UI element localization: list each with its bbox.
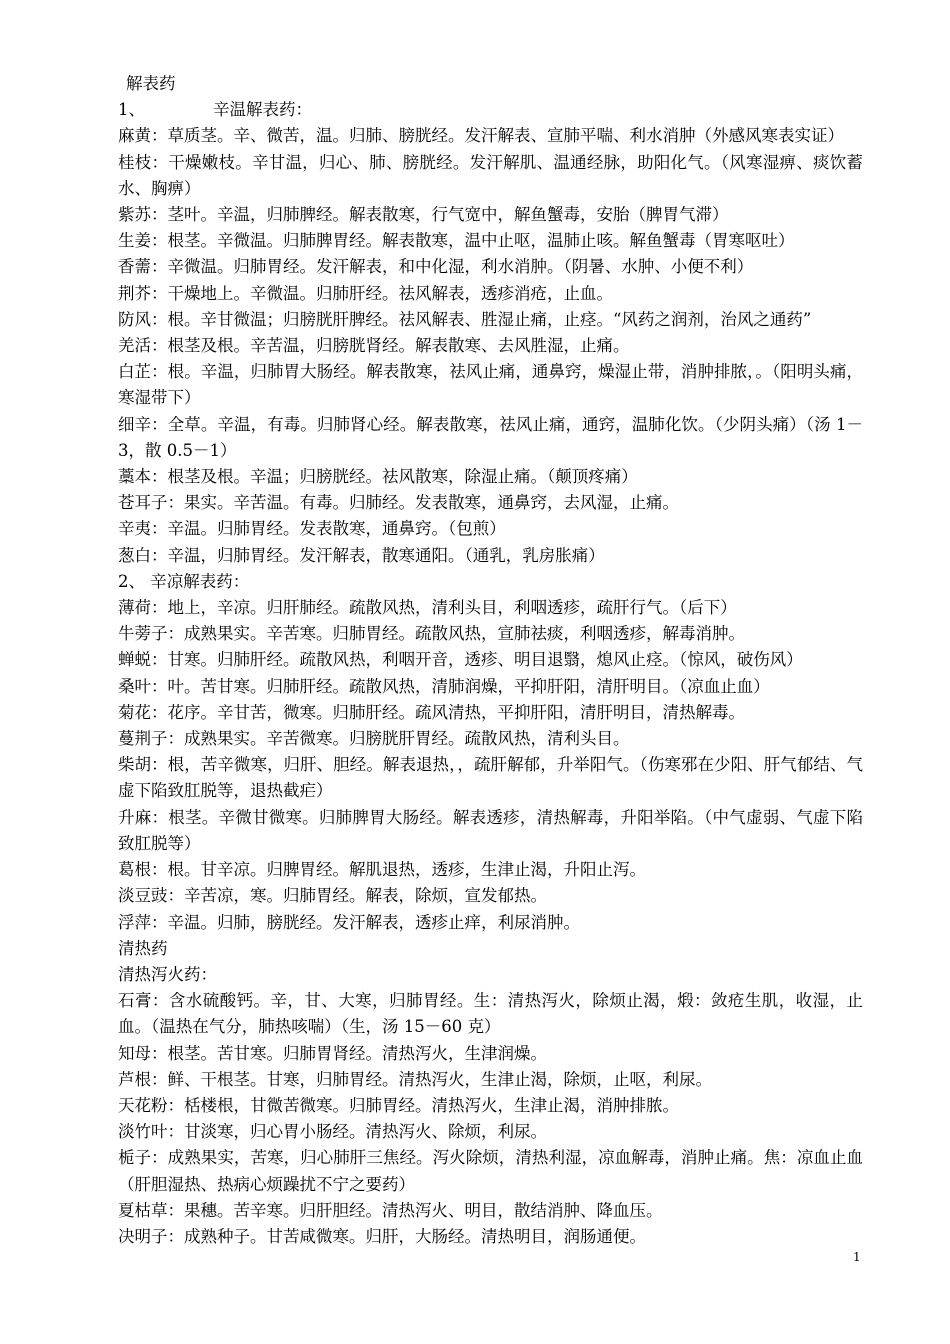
herb-entry: 藁本：根茎及根。辛温；归膀胱经。祛风散寒，除湿止痛。（颠顶疼痛）: [118, 467, 638, 487]
herb-entry: 荆芥：干燥地上。辛微温。归肺肝经。祛风解表，透疹消疮，止血。: [118, 283, 613, 303]
section-title: 清热药: [118, 938, 168, 958]
heading-number: 1、: [118, 100, 145, 120]
herb-entry: 牛蒡子：成熟果实。辛苦寒。归肺胃经。疏散风热，宣肺祛痰，利咽透疹，解毒消肿。: [118, 624, 745, 644]
herb-entry: 紫苏：茎叶。辛温，归肺脾经。解表散寒，行气宽中，解鱼蟹毒，安胎（脾胃气滞）: [118, 205, 729, 225]
herb-entry: 夏枯草：果穗。苦辛寒。归肝胆经。清热泻火、明目，散结消肿、降血压。: [118, 1200, 663, 1220]
subsection-heading: 清热泻火药：: [118, 964, 217, 984]
page-number: 1: [853, 1250, 861, 1264]
herb-entry: 知母：根茎。苦甘寒。归肺胃肾经。清热泻火，生津润燥。: [118, 1043, 547, 1063]
herb-entry: 麻黄：草质茎。辛、微苦，温。归肺、膀胱经。发汗解表、宣肺平喘、利水消肿（外感风寒表实证）: [118, 126, 844, 146]
herb-entry: 浮萍：辛温。归肺，膀胱经。发汗解表，透疹止痒，利尿消肿。: [118, 912, 580, 932]
herb-entry: 淡竹叶：甘淡寒，归心胃小肠经。清热泻火、除烦，利尿。: [118, 1122, 547, 1142]
herb-entry: 蔓荆子：成熟果实。辛苦微寒。归膀胱肝胃经。疏散风热，清利头目。: [118, 729, 630, 749]
herb-entry: 蝉蜕：甘寒。归肺肝经。疏散风热，利咽开音，透疹、明目退翳，熄风止痉。（惊风，破伤风）: [118, 650, 803, 670]
herb-entry: 香薷：辛微温。归肺胃经。发汗解表，和中化湿，利水消肿。（阴暑、水肿、小便不利）: [118, 257, 754, 277]
herb-entry: 升麻：根茎。辛微甘微寒。归肺脾胃大肠经。解表透疹，清热解毒，升阳举陷。（中气虚弱、气虚下陷致肛脱等）: [118, 807, 863, 853]
herb-entry: 石膏：含水硫酸钙。辛，甘、大寒，归肺胃经。生：清热泻火，除烦止渴，煅：敛疮生肌，收湿，止血。（温热在气分，肺热咳喘）（生，汤 15－60 克）: [118, 991, 863, 1037]
document-body: [118, 71, 863, 1250]
subsection-heading: 2、 辛凉解表药：: [118, 571, 250, 591]
herb-entry: 柴胡：根，苦辛微寒，归肝、胆经。解表退热，，疏肝解郁，升举阳气。（伤寒邪在少阳、肝气郁结、气虚下陷致肛脱等，退热截疟）: [118, 755, 863, 801]
section-title: 解表药: [126, 74, 176, 93]
heading-text: 辛温解表药：: [213, 100, 312, 120]
herb-entry: 决明子：成熟种子。甘苦咸微寒。归肝，大肠经。清热明目，润肠通便。: [118, 1226, 646, 1246]
herb-entry: 生姜：根茎。辛微温。归肺脾胃经。解表散寒，温中止呕，温肺止咳。解鱼蟹毒（胃寒呕吐）: [118, 231, 795, 251]
herb-entry: 淡豆豉：辛苦凉，寒。归肺胃经。解表，除烦，宣发郁热。: [118, 886, 547, 906]
herb-entry: 白芷：根。辛温，归肺胃大肠经。解表散寒，祛风止痛，通鼻窍，燥湿止带，消肿排脓，。（阳明头痛，寒湿带下）: [118, 362, 863, 408]
herb-entry: 栀子：成熟果实，苦寒，归心肺肝三焦经。泻火除烦，清热利湿，凉血解毒，消肿止痛。焦：凉血止血（肝胆湿热、热病心烦躁扰不宁之要药）: [118, 1148, 863, 1194]
subsection-heading: [118, 97, 863, 123]
herb-entry: 葛根：根。甘辛凉。归脾胃经。解肌退热，透疹，生津止渴，升阳止泻。: [118, 860, 646, 880]
herb-entry: 天花粉：栝楼根，甘微苦微寒。归肺胃经。清热泻火，生津止渴，消肿排脓。: [118, 1095, 679, 1115]
herb-entry: 桑叶：叶。苦甘寒。归肺肝经。疏散风热，清肺润燥，平抑肝阳，清肝明目。（凉血止血）: [118, 676, 770, 696]
herb-entry: 葱白：辛温，归肺胃经。发汗解表，散寒通阳。（通乳，乳房胀痛）: [118, 545, 605, 565]
herb-entry: 防风：根。辛甘微温；归膀胱肝脾经。祛风解表、胜湿止痛，止痉。“风药之润剂，治风之通药”: [118, 309, 812, 329]
herb-entry: 芦根：鲜、干根茎。甘寒，归肺胃经。清热泻火，生津止渴，除烦，止呕，利尿。: [118, 1069, 712, 1089]
herb-entry: 菊花：花序。辛甘苦，微寒。归肺肝经。疏风清热，平抑肝阳，清肝明目，清热解毒。: [118, 702, 745, 722]
herb-entry: 羌活：根茎及根。辛苦温，归膀胱肾经。解表散寒、去风胜湿，止痛。: [118, 336, 630, 356]
herb-entry: 苍耳子：果实。辛苦温。有毒。归肺经。发表散寒，通鼻窍，去风湿，止痛。: [118, 493, 679, 513]
herb-entry: 桂枝：干燥嫩枝。辛甘温，归心、肺、膀胱经。发汗解肌、温通经脉，助阳化气。（风寒湿痹、痰饮蓄水、胸痹）: [118, 152, 863, 198]
herb-entry: 辛夷：辛温。归肺胃经。发表散寒，通鼻窍。（包煎）: [118, 519, 506, 539]
herb-entry: 薄荷：地上，辛凉。归肝肺经。疏散风热，清利头目，利咽透疹，疏肝行气。（后下）: [118, 598, 737, 618]
herb-entry: 细辛：全草。辛温，有毒。归肺肾心经。解表散寒，祛风止痛，通窍，温肺化饮。（少阴头痛）（汤 1－3，散 0.5－1）: [118, 414, 863, 460]
